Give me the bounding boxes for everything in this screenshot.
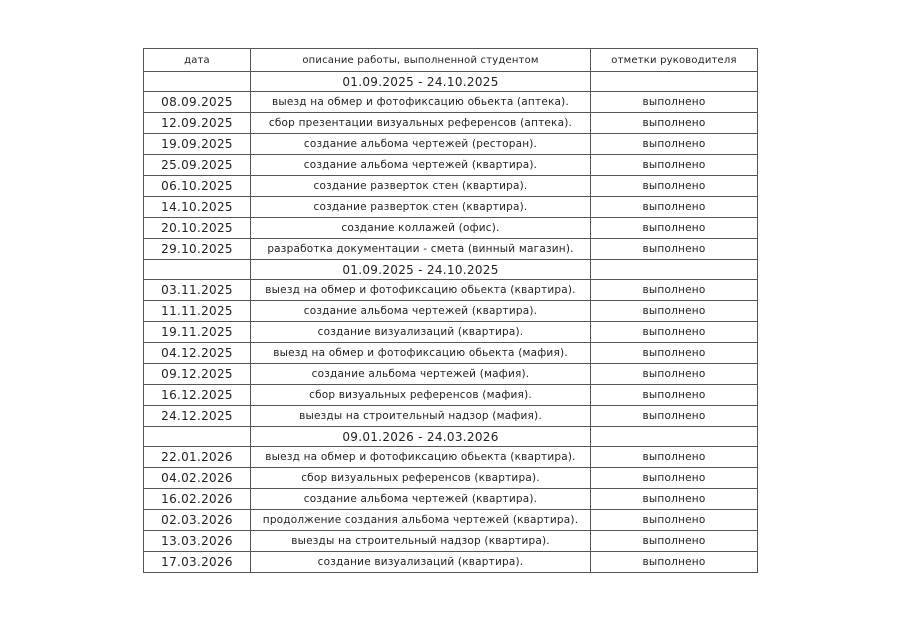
row-description: создание коллажей (офис). (251, 218, 591, 239)
table-row (144, 301, 758, 322)
row-description: выезды на строительный надзор (мафия). (251, 406, 591, 427)
table-row (144, 197, 758, 218)
table-row (144, 155, 758, 176)
row-description: создание разверток стен (квартира). (251, 197, 591, 218)
period-row (144, 260, 758, 280)
table-row (144, 113, 758, 134)
work-log-table (143, 48, 758, 573)
row-date: 02.03.2026 (144, 510, 251, 531)
row-date: 17.03.2026 (144, 552, 251, 573)
row-date: 06.10.2025 (144, 176, 251, 197)
table-row (144, 218, 758, 239)
row-mark: выполнено (591, 113, 758, 134)
period-range: 01.09.2025 - 24.10.2025 (251, 260, 591, 280)
table-row (144, 364, 758, 385)
header-row (144, 49, 758, 72)
row-description: сбор визуальных референсов (квартира). (251, 468, 591, 489)
header-marks: отметки руководителя (591, 49, 758, 72)
table-row (144, 322, 758, 343)
row-description: выезд на обмер и фотофиксацию обьекта (квартира). (251, 447, 591, 468)
table-row (144, 134, 758, 155)
period-range: 01.09.2025 - 24.10.2025 (251, 72, 591, 92)
row-date: 04.12.2025 (144, 343, 251, 364)
row-date: 19.09.2025 (144, 134, 251, 155)
row-date: 25.09.2025 (144, 155, 251, 176)
row-date: 20.10.2025 (144, 218, 251, 239)
row-description: выезд на обмер и фотофиксацию обьекта (мафия). (251, 343, 591, 364)
row-date: 29.10.2025 (144, 239, 251, 260)
row-mark: выполнено (591, 489, 758, 510)
row-mark: выполнено (591, 406, 758, 427)
row-date: 11.11.2025 (144, 301, 251, 322)
header-date: дата (144, 49, 251, 72)
period-range: 09.01.2026 - 24.03.2026 (251, 427, 591, 447)
row-date: 12.09.2025 (144, 113, 251, 134)
row-mark: выполнено (591, 385, 758, 406)
work-log-body (144, 72, 758, 573)
row-description: выезд на обмер и фотофиксацию обьекта (квартира). (251, 280, 591, 301)
period-empty-cell (144, 260, 251, 280)
row-mark: выполнено (591, 552, 758, 573)
row-mark: выполнено (591, 322, 758, 343)
row-description: создание альбома чертежей (квартира). (251, 301, 591, 322)
period-row (144, 427, 758, 447)
table-row (144, 92, 758, 113)
row-description: сбор визуальных референсов (мафия). (251, 385, 591, 406)
row-mark: выполнено (591, 134, 758, 155)
row-mark: выполнено (591, 468, 758, 489)
row-description: разработка документации - смета (винный магазин). (251, 239, 591, 260)
row-mark: выполнено (591, 343, 758, 364)
row-mark: выполнено (591, 155, 758, 176)
row-date: 14.10.2025 (144, 197, 251, 218)
row-description: создание визуализаций (квартира). (251, 322, 591, 343)
period-empty-cell (144, 427, 251, 447)
row-date: 08.09.2025 (144, 92, 251, 113)
row-description: создание разверток стен (квартира). (251, 176, 591, 197)
row-date: 16.02.2026 (144, 489, 251, 510)
period-empty-cell (591, 427, 758, 447)
row-description: создание альбома чертежей (квартира). (251, 155, 591, 176)
row-date: 04.02.2026 (144, 468, 251, 489)
row-description: создание альбома чертежей (ресторан). (251, 134, 591, 155)
row-mark: выполнено (591, 92, 758, 113)
row-mark: выполнено (591, 280, 758, 301)
row-mark: выполнено (591, 218, 758, 239)
header-description: описание работы, выполненной студентом (251, 49, 591, 72)
period-row (144, 72, 758, 92)
row-date: 03.11.2025 (144, 280, 251, 301)
row-description: создание альбома чертежей (квартира). (251, 489, 591, 510)
period-empty-cell (144, 72, 251, 92)
row-mark: выполнено (591, 447, 758, 468)
row-date: 16.12.2025 (144, 385, 251, 406)
row-description: выезды на строительный надзор (квартира). (251, 531, 591, 552)
row-description: создание альбома чертежей (мафия). (251, 364, 591, 385)
row-description: создание визуализаций (квартира). (251, 552, 591, 573)
row-mark: выполнено (591, 239, 758, 260)
row-date: 09.12.2025 (144, 364, 251, 385)
row-description: продолжение создания альбома чертежей (квартира). (251, 510, 591, 531)
table-row (144, 489, 758, 510)
row-date: 19.11.2025 (144, 322, 251, 343)
table-row (144, 468, 758, 489)
table-row (144, 239, 758, 260)
row-mark: выполнено (591, 531, 758, 552)
row-description: выезд на обмер и фотофиксацию обьекта (аптека). (251, 92, 591, 113)
row-date: 13.03.2026 (144, 531, 251, 552)
row-mark: выполнено (591, 197, 758, 218)
table-row (144, 343, 758, 364)
table-row (144, 510, 758, 531)
row-date: 24.12.2025 (144, 406, 251, 427)
row-mark: выполнено (591, 364, 758, 385)
row-mark: выполнено (591, 510, 758, 531)
row-mark: выполнено (591, 176, 758, 197)
row-mark: выполнено (591, 301, 758, 322)
table-row (144, 406, 758, 427)
period-empty-cell (591, 72, 758, 92)
table-row (144, 531, 758, 552)
table-row (144, 552, 758, 573)
row-date: 22.01.2026 (144, 447, 251, 468)
table-row (144, 385, 758, 406)
table-row (144, 447, 758, 468)
row-description: сбор презентации визуальных референсов (аптека). (251, 113, 591, 134)
table-row (144, 280, 758, 301)
period-empty-cell (591, 260, 758, 280)
table-row (144, 176, 758, 197)
